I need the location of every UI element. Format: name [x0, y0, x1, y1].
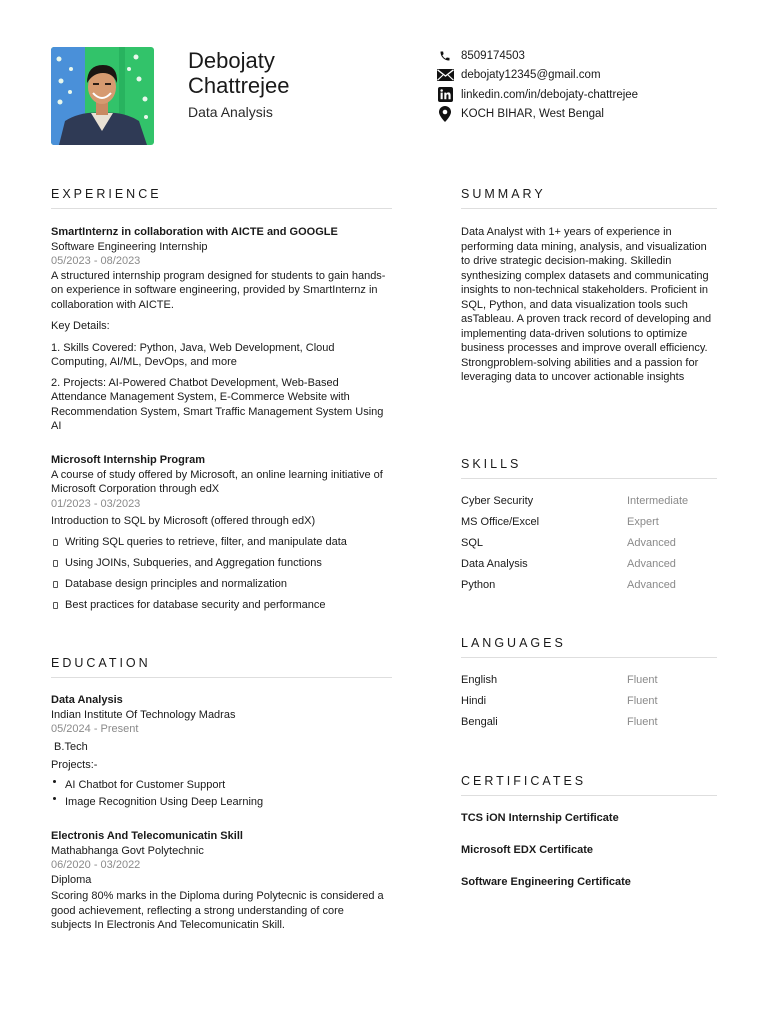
linkedin-text[interactable]: linkedin.com/in/debojaty-chattrejee — [461, 88, 639, 101]
experience-description: A course of study offered by Microsoft, an online learning initiative of Microsoft Corporation through edX — [51, 468, 383, 495]
key-details-label: Key Details: — [51, 320, 110, 332]
certificates-heading: CERTIFICATES — [461, 774, 587, 788]
experience-org: SmartInternz in collaboration with AICTE and GOOGLE — [51, 226, 338, 238]
certificate-item: TCS iON Internship Certificate — [461, 812, 619, 824]
contact-list — [436, 46, 638, 124]
projects-label: Projects:- — [51, 759, 98, 771]
experience-org: Microsoft Internship Program — [51, 454, 206, 466]
skills-heading: SKILLS — [461, 457, 522, 471]
summary-heading: SUMMARY — [461, 187, 546, 201]
skills-rule — [461, 478, 717, 479]
list-item: Using JOINs, Subqueries, and Aggregation functions — [51, 556, 386, 577]
experience-role: Software Engineering Internship — [51, 240, 208, 253]
education-degree: B.Tech — [51, 740, 88, 753]
bullet-dot-icon — [53, 797, 56, 800]
education-heading: EDUCATION — [51, 656, 151, 670]
phone-icon — [436, 48, 454, 64]
education-item-polytechnic — [51, 829, 386, 933]
list-item: Best practices for database security and performance — [51, 598, 386, 619]
experience-item-smartinternz — [51, 225, 386, 434]
candidate-name — [188, 48, 290, 98]
education-school: Indian Institute Of Technology Madras — [51, 708, 236, 721]
certificates-list — [461, 811, 717, 907]
languages-list — [461, 673, 717, 736]
skill-row: Data Analysis Advanced — [461, 558, 676, 570]
contact-email — [436, 66, 638, 86]
name-line-2: Chattrejee — [188, 73, 290, 98]
list-item: AI Chatbot for Customer Support — [51, 778, 386, 795]
phone-text[interactable]: 8509174503 — [461, 49, 525, 62]
experience-rule — [51, 208, 392, 209]
bullet-glyph-icon — [53, 602, 58, 609]
education-description: Scoring 80% marks in the Diploma during Polytecnic is considered a good achievement, reflecting a strong understanding of core subjects In Electronis And Telecomunicatin Skill. — [51, 890, 384, 931]
bullet-glyph-icon — [53, 539, 58, 546]
skills-list — [461, 494, 717, 599]
contact-linkedin — [436, 85, 638, 105]
experience-description: A structured internship program designed for students to gain hands-on experience in software engineering, provided by SmartInternz in collaboration with AICTE. — [51, 269, 386, 311]
languages-heading: LANGUAGES — [461, 636, 566, 650]
bullet-glyph-icon — [53, 560, 58, 567]
education-rule — [51, 677, 392, 678]
skill-row: MS Office/Excel Expert — [461, 516, 659, 528]
experience-date: 05/2023 - 08/2023 — [51, 255, 141, 267]
skill-row: SQL Advanced — [461, 537, 676, 549]
experience-heading: EXPERIENCE — [51, 187, 162, 201]
certificates-rule — [461, 795, 717, 796]
name-line-1: Debojaty — [188, 48, 275, 73]
summary-text: Data Analyst with 1+ years of experience in performing data mining, analysis, and visualization to drive strategic decision-making. Skilledin synthesizing complex datasets and communicating insights to non-technical stakeholders. Proficient in SQL, Python, and data visualization tools such asTableau. A proven track record of developing and implementing data-driven solutions to optimize business processes and improve overall efficiency. Strongproblem-solving abilities and a passion for leveraging data to uncover actionable insights — [461, 226, 712, 383]
certificate-item: Microsoft EDX Certificate — [461, 844, 594, 856]
list-item: Writing SQL queries to retrieve, filter, and manipulate data — [51, 535, 386, 556]
education-field: Electronis And Telecomunicatin Skill — [51, 830, 243, 842]
summary-rule — [461, 208, 717, 209]
list-item: Image Recognition Using Deep Learning — [51, 795, 386, 812]
list-item: Database design principles and normalization — [51, 577, 386, 598]
contact-phone — [436, 46, 638, 66]
language-row: Hindi Fluent — [461, 695, 658, 707]
bullet-dot-icon — [53, 780, 56, 783]
contact-location — [436, 105, 638, 125]
email-text[interactable]: debojaty12345@gmail.com — [461, 69, 601, 81]
experience-detail-1: 1. Skills Covered: Python, Java, Web Development, Cloud Computing, AI/ML, DevOps, and more — [51, 341, 335, 368]
language-row: Bengali Fluent — [461, 716, 658, 728]
education-degree: Diploma — [51, 873, 92, 886]
profile-photo — [51, 47, 154, 145]
skill-row: Python Advanced — [461, 579, 676, 591]
job-title: Data Analysis — [188, 104, 273, 120]
bullet-glyph-icon — [53, 581, 58, 588]
email-icon — [436, 67, 454, 83]
location-text: KOCH BIHAR, West Bengal — [461, 108, 604, 120]
language-row: English Fluent — [461, 674, 658, 686]
experience-intro: Introduction to SQL by Microsoft (offered through edX) — [51, 515, 316, 527]
projects-list — [51, 778, 386, 812]
education-field: Data Analysis — [51, 694, 123, 706]
certificate-item: Software Engineering Certificate — [461, 876, 631, 888]
experience-bullet-list — [51, 535, 386, 619]
education-date: 06/2020 - 03/2022 — [51, 859, 141, 871]
experience-detail-2: 2. Projects: AI-Powered Chatbot Development, Web-Based Attendance Management System, E-Commerce Website with Recommendation System, Smart Traffic Management System Using AI — [51, 376, 384, 432]
linkedin-icon — [436, 87, 454, 103]
education-school: Mathabhanga Govt Polytechnic — [51, 844, 204, 857]
languages-rule — [461, 657, 717, 658]
experience-item-microsoft — [51, 453, 386, 619]
skill-row: Cyber Security Intermediate — [461, 495, 689, 507]
education-date: 05/2024 - Present — [51, 723, 139, 735]
experience-date: 01/2023 - 03/2023 — [51, 497, 141, 510]
location-icon — [436, 106, 454, 122]
education-item-iitm — [51, 693, 386, 812]
